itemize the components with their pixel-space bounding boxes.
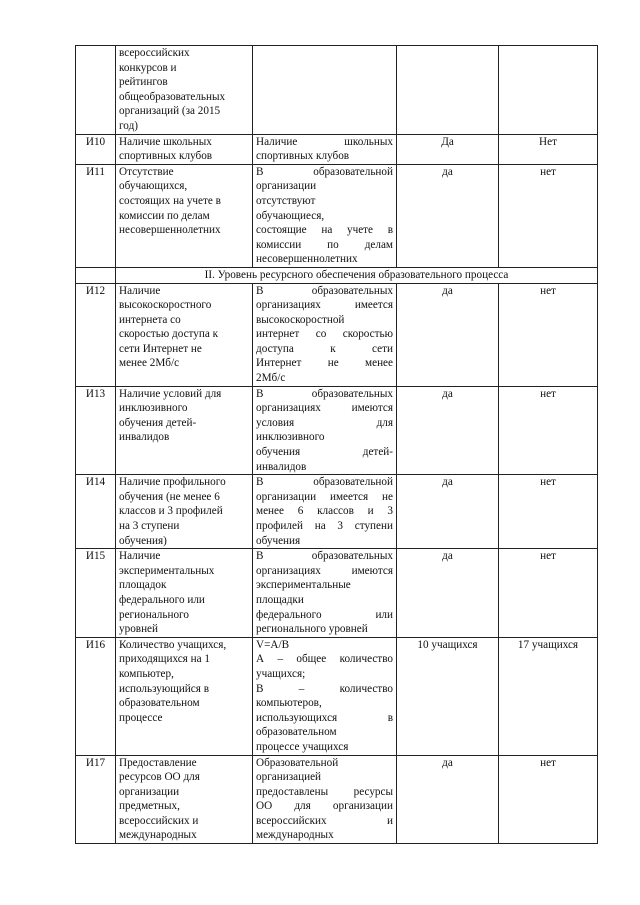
cell-line: Наличие bbox=[119, 550, 161, 563]
cell-line: предметных, bbox=[119, 800, 180, 813]
indicator-code: И13 bbox=[76, 386, 116, 475]
cell-line: Наличие условий для bbox=[119, 387, 222, 400]
cell-line: инвалидов bbox=[256, 460, 307, 473]
indicator-description bbox=[253, 386, 397, 475]
cell-line: профилей на 3 ступени bbox=[256, 520, 393, 532]
indicator-name bbox=[116, 755, 253, 844]
value-yes: 10 учащихся bbox=[397, 637, 499, 755]
cell-line: В образовательных bbox=[256, 550, 393, 563]
cell-line: организаций (за 2015 bbox=[119, 105, 221, 118]
cell-line: федерального или bbox=[119, 593, 205, 606]
cell-line: организации имеется не bbox=[256, 490, 393, 503]
cell-line: организацией bbox=[256, 771, 322, 784]
cell-line: менее 6 классов и 3 bbox=[256, 505, 393, 518]
cell-line: процессе учащихся bbox=[256, 740, 349, 753]
cell-line: комиссии по делам bbox=[256, 238, 393, 251]
cell-line: сети Интернет не bbox=[119, 342, 202, 355]
cell-line: Наличие школьных bbox=[256, 135, 393, 148]
indicator-name bbox=[116, 134, 253, 164]
cell-line: В – количество bbox=[256, 682, 393, 695]
cell-line: обучения) bbox=[119, 534, 167, 547]
cell-line: интернета со bbox=[119, 313, 181, 326]
cell-line: Образовательной bbox=[256, 756, 339, 769]
table-row bbox=[76, 637, 598, 755]
value-yes bbox=[397, 46, 499, 135]
cell-line: В образовательных bbox=[256, 284, 393, 297]
cell-line: В образовательной bbox=[256, 165, 393, 178]
cell-line: состоящие на учете в bbox=[256, 224, 393, 237]
cell-line: Наличие школьных bbox=[119, 135, 212, 148]
indicator-code: И14 bbox=[76, 475, 116, 549]
cell-line: Количество учащихся, bbox=[119, 638, 227, 651]
value-no: нет bbox=[499, 283, 598, 386]
cell-line: компьютеров, bbox=[256, 697, 322, 710]
cell-line: спортивных клубов bbox=[256, 150, 350, 163]
value-yes: да bbox=[397, 386, 499, 475]
cell-line: всероссийских bbox=[119, 47, 190, 59]
cell-line: V=A/B bbox=[256, 638, 290, 651]
value-no: нет bbox=[499, 755, 598, 844]
cell-line: обучающихся, bbox=[119, 180, 188, 193]
cell-line: учащихся; bbox=[256, 667, 306, 680]
value-yes: Да bbox=[397, 134, 499, 164]
cell-line: В образовательной bbox=[256, 476, 393, 489]
cell-line: Наличие профильного bbox=[119, 476, 226, 489]
cell-line: федерального или bbox=[256, 608, 393, 621]
cell-line: высокоскоростной bbox=[256, 313, 345, 326]
cell-line: компьютер, bbox=[119, 667, 174, 680]
cell-line: обучения bbox=[256, 534, 301, 547]
table-row bbox=[76, 283, 598, 386]
cell-line: уровней bbox=[119, 623, 159, 636]
cell-line: высокоскоростного bbox=[119, 299, 212, 312]
cell-line: организациях имеются bbox=[256, 564, 393, 577]
cell-line: скоростью доступа к bbox=[119, 328, 219, 341]
value-yes: да bbox=[397, 475, 499, 549]
cell-line: А – общее количество bbox=[256, 653, 393, 666]
cell-line: экспериментальных bbox=[119, 564, 215, 577]
indicator-code: И12 bbox=[76, 283, 116, 386]
value-yes: да bbox=[397, 283, 499, 386]
section-blank-cell bbox=[76, 267, 116, 283]
cell-line: конкурсов и bbox=[119, 61, 177, 74]
indicator-code: И16 bbox=[76, 637, 116, 755]
indicator-name bbox=[116, 283, 253, 386]
cell-line: экспериментальные bbox=[256, 579, 351, 592]
indicator-code: И10 bbox=[76, 134, 116, 164]
indicator-description bbox=[253, 549, 397, 638]
cell-line: инклюзивного bbox=[256, 431, 325, 444]
cell-line: образовательном bbox=[256, 726, 337, 739]
cell-line: Наличие bbox=[119, 284, 161, 297]
cell-line: использующихся в bbox=[256, 711, 393, 724]
cell-line: ОО для организации bbox=[256, 800, 393, 813]
cell-line: организациях имеется bbox=[256, 299, 393, 312]
cell-line: международных bbox=[256, 829, 334, 842]
indicator-description bbox=[253, 164, 397, 267]
indicator-code: И15 bbox=[76, 549, 116, 638]
table-row bbox=[76, 755, 598, 844]
cell-line: условия для bbox=[256, 416, 393, 429]
cell-line: состоящих на учете в bbox=[119, 194, 221, 207]
cell-line: всероссийских и bbox=[119, 814, 199, 827]
cell-line: предоставлены ресурсы bbox=[256, 785, 393, 798]
cell-line: регионального уровней bbox=[256, 623, 368, 636]
cell-line: обучения детей- bbox=[256, 446, 393, 459]
cell-line: площадки bbox=[256, 593, 304, 606]
cell-line: организации bbox=[256, 180, 317, 193]
table-row bbox=[76, 475, 598, 549]
cell-line: площадок bbox=[119, 579, 167, 592]
cell-line: классов и 3 профилей bbox=[119, 505, 223, 518]
cell-line: организациях имеются bbox=[256, 402, 393, 415]
value-no: 17 учащихся bbox=[499, 637, 598, 755]
indicator-description bbox=[253, 46, 397, 135]
cell-line: инвалидов bbox=[119, 431, 170, 444]
indicator-code bbox=[76, 46, 116, 135]
cell-line: несовершеннолетних bbox=[119, 224, 221, 237]
cell-line: несовершеннолетних bbox=[256, 253, 358, 266]
cell-line: международных bbox=[119, 829, 197, 842]
cell-line: Отсутствие bbox=[119, 165, 174, 178]
cell-line: доступа к сети bbox=[256, 342, 393, 355]
cell-line: ресурсов ОО для bbox=[119, 771, 200, 784]
section-row bbox=[76, 267, 598, 283]
value-no: нет bbox=[499, 386, 598, 475]
indicator-description bbox=[253, 755, 397, 844]
indicator-name bbox=[116, 637, 253, 755]
value-yes: да bbox=[397, 549, 499, 638]
value-no bbox=[499, 46, 598, 135]
cell-line: спортивных клубов bbox=[119, 150, 213, 163]
cell-line: общеобразовательных bbox=[119, 90, 226, 103]
section-title: II. Уровень ресурсного обеспечения образовательного процесса bbox=[116, 267, 598, 283]
cell-line: инклюзивного bbox=[119, 402, 188, 415]
value-no: нет bbox=[499, 164, 598, 267]
cell-line: образовательном bbox=[119, 697, 200, 710]
table-row bbox=[76, 164, 598, 267]
table-row bbox=[76, 549, 598, 638]
cell-line: год) bbox=[119, 119, 138, 132]
value-no: нет bbox=[499, 475, 598, 549]
table-row bbox=[76, 386, 598, 475]
cell-line: комиссии по делам bbox=[119, 209, 210, 222]
cell-line: В образовательных bbox=[256, 387, 393, 400]
indicator-code: И11 bbox=[76, 164, 116, 267]
value-yes: да bbox=[397, 755, 499, 844]
indicator-name bbox=[116, 549, 253, 638]
cell-line: Предоставление bbox=[119, 756, 197, 769]
cell-line: обучения (не менее 6 bbox=[119, 490, 220, 503]
cell-line: обучения детей- bbox=[119, 416, 197, 429]
value-yes: да bbox=[397, 164, 499, 267]
indicator-name bbox=[116, 386, 253, 475]
cell-line: регионального bbox=[119, 608, 189, 621]
cell-line: использующийся в bbox=[119, 682, 209, 695]
indicator-name bbox=[116, 164, 253, 267]
cell-line: всероссийских и bbox=[256, 814, 393, 827]
cell-line: интернет со скоростью bbox=[256, 328, 393, 341]
cell-line: рейтингов bbox=[119, 76, 168, 89]
cell-line: процессе bbox=[119, 711, 163, 724]
indicator-description bbox=[253, 475, 397, 549]
indicator-description bbox=[253, 134, 397, 164]
cell-line: на 3 ступени bbox=[119, 520, 180, 532]
indicator-code: И17 bbox=[76, 755, 116, 844]
indicator-description bbox=[253, 637, 397, 755]
cell-line: 2Мб/с bbox=[256, 372, 286, 385]
table-row bbox=[76, 46, 598, 135]
table-row bbox=[76, 134, 598, 164]
cell-line: организации bbox=[119, 785, 180, 798]
value-no: нет bbox=[499, 549, 598, 638]
cell-line: обучающиеся, bbox=[256, 209, 325, 222]
cell-line: отсутствуют bbox=[256, 194, 316, 207]
value-no: Нет bbox=[499, 134, 598, 164]
cell-line: Интернет не менее bbox=[256, 357, 393, 370]
indicators-table bbox=[75, 45, 598, 844]
cell-line: приходящихся на 1 bbox=[119, 653, 210, 666]
indicator-name bbox=[116, 475, 253, 549]
cell-line: менее 2Мб/с bbox=[119, 357, 180, 370]
indicator-name bbox=[116, 46, 253, 135]
indicator-description bbox=[253, 283, 397, 386]
